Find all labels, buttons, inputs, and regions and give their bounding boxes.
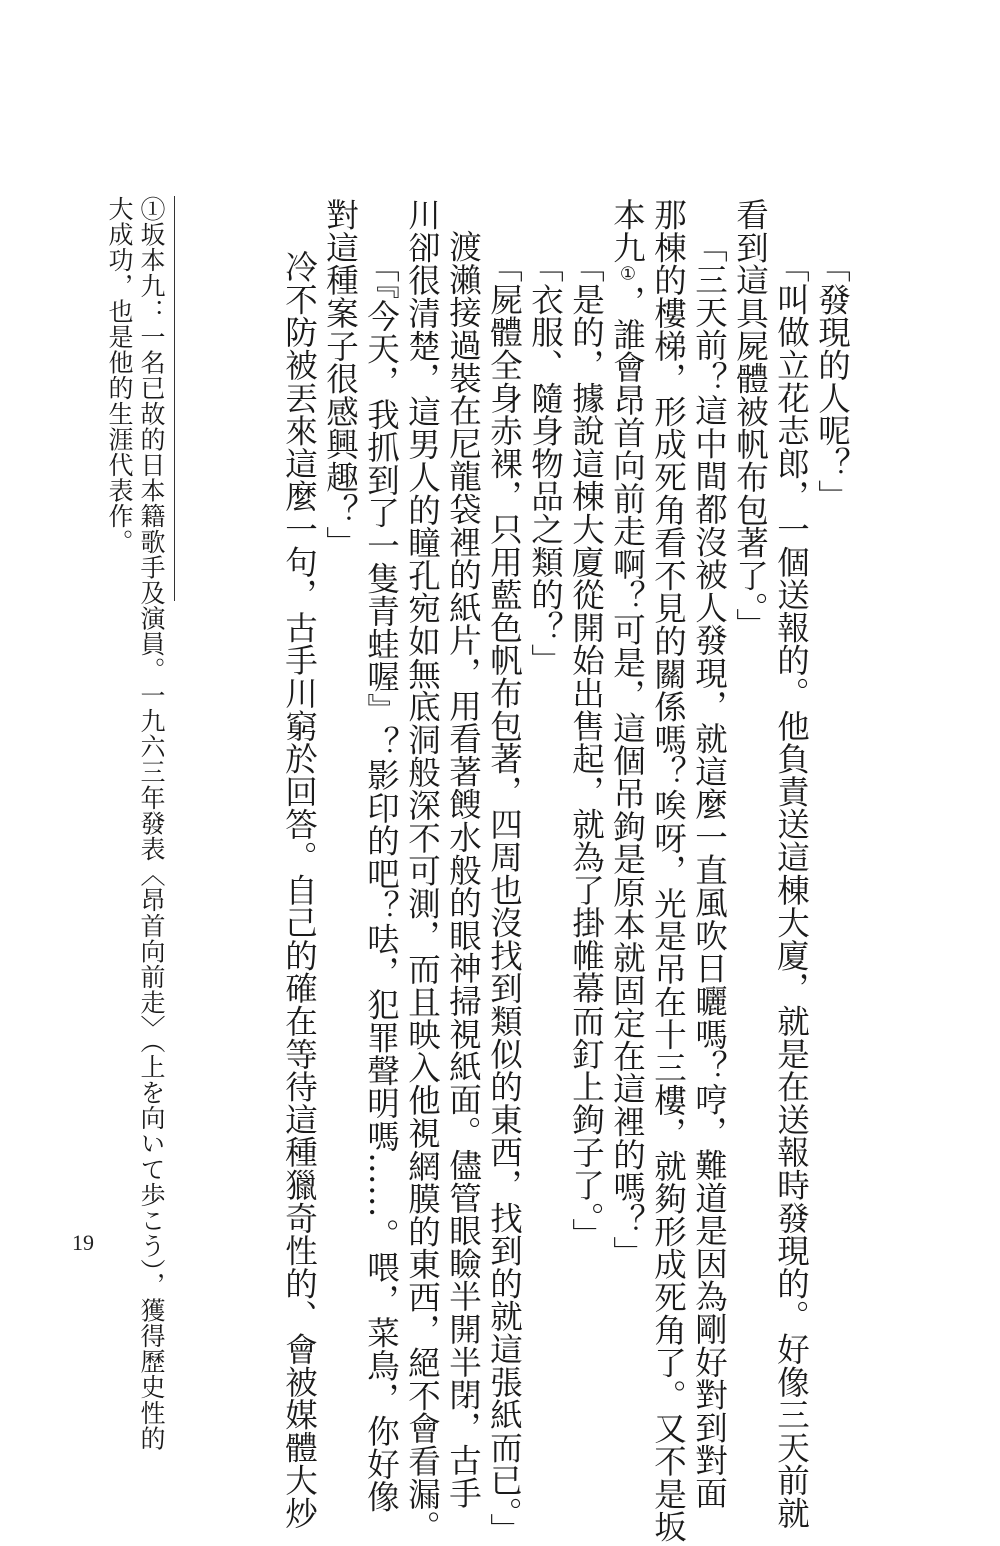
footnote-line-2: 大成功，也是他的生涯代表作。: [105, 196, 134, 555]
body-column-6-start: 本九: [608, 198, 647, 264]
page-number: 19: [72, 1230, 94, 1255]
footnote-line-1: ①坂本九：一名已故的日本籍歌手及演員。一九六三年發表〈昂首向前走〉（上を向いて歩こう），獲得歷史性的: [137, 196, 166, 1451]
footnote-divider: [174, 196, 175, 601]
body-column-7: 「是的，據說這棟大廈從開始出售起，就為了掛帷幕而釘上鉤子了。」: [567, 250, 606, 1251]
body-column-10: 渡瀨接過裝在尼龍袋裡的紙片，用看著餿水般的眼神掃視紙面。儘管眼瞼半開半閉，古手: [444, 230, 483, 1510]
footnote-marker: ①: [617, 263, 639, 285]
body-column-6-rest: ，誰會昂首向前走啊？可是，這個吊鉤是原本就固定在這裡的嗎？」: [608, 284, 647, 1269]
body-column-12: 「『今天，我抓到了一隻青蛙喔』？影印的吧？呿，犯罪聲明嗎……。喂，菜鳥，你好像: [362, 250, 401, 1513]
body-column-11: 川卻很清楚，這男人的瞳孔宛如無底洞般深不可測，而且映入他視網膜的東西，絕不會看漏。: [403, 198, 442, 1543]
body-column-14: 冷不防被丟來這麼一句，古手川窮於回答。自己的確在等待這種獵奇性的、會被媒體大炒: [280, 250, 319, 1530]
body-column-5: 那棟的樓梯，形成死角看不見的關係嗎？唉呀，光是吊在十三樓，就夠形成死角了。又不是坂: [649, 198, 688, 1543]
body-column-3: 看到這具屍體被帆布包著了。」: [731, 198, 770, 641]
body-column-6: [608, 198, 647, 1269]
body-column-8: 「衣服、隨身物品之類的？」: [526, 250, 565, 677]
body-column-9: 「屍體全身赤裸，只用藍色帆布包著，四周也沒找到類似的東西，找到的就這張紙而已。」: [485, 250, 524, 1546]
body-column-4: 「三天前？這中間都沒被人發現，就這麼一直風吹日曬嗎？哼，難道是因為剛好對到對面: [690, 230, 729, 1510]
body-column-2: 「叫做立花志郎，一個送報的。他負責送這棟大廈，就是在送報時發現的。好像三天前就: [772, 250, 811, 1530]
body-column-1: 「發現的人呢？」: [813, 250, 852, 513]
body-column-13: 對這種案子很感興趣？」: [321, 198, 360, 559]
